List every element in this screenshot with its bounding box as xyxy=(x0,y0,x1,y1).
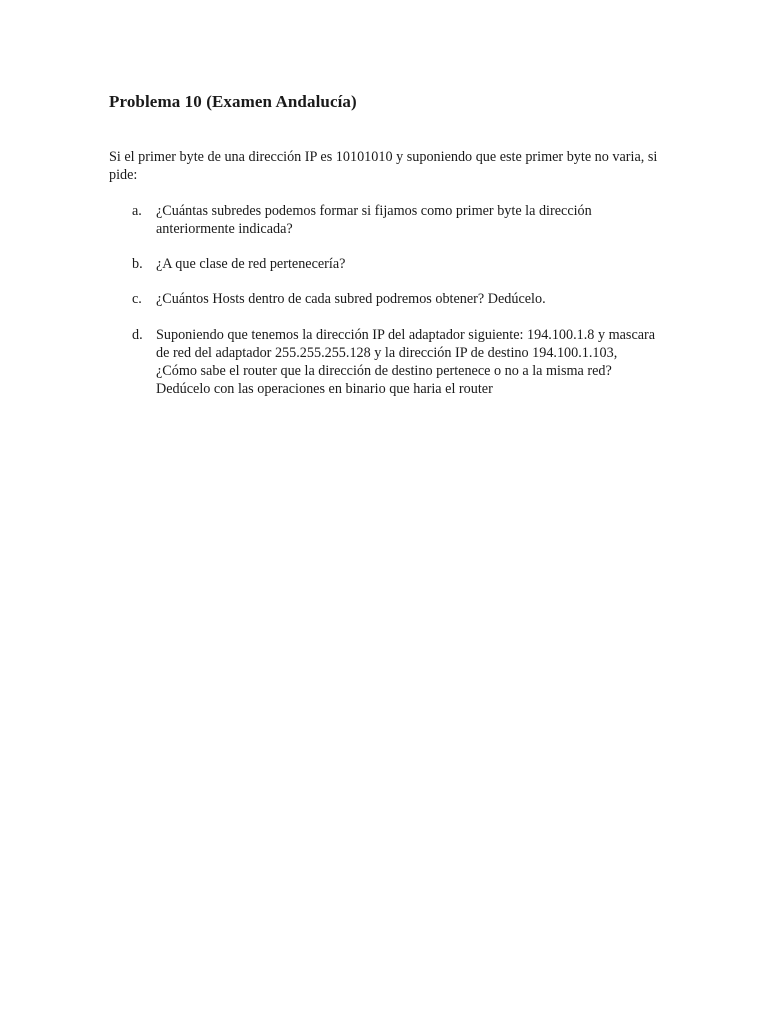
question-text: ¿Cuántas subredes podemos formar si fijamos como primer byte la dirección anteriormente indicada? xyxy=(156,203,592,237)
question-letter: a. xyxy=(132,203,142,219)
question-text: Suponiendo que tenemos la dirección IP del adaptador siguiente: 194.100.1.8 y mascara de red del adaptador 255.255.255.128 y la dirección IP de destino 194.100.1.103, ¿Cómo sabe el router que la dirección de destino pertenece o no a la misma red? Dedúcelo con las operaciones en binario que haria el router xyxy=(156,327,656,397)
question-letter: d. xyxy=(132,327,143,343)
question-letter: c. xyxy=(132,291,142,307)
question-letter: b. xyxy=(132,256,143,272)
problem-title: Problema 10 (Examen Andalucía) xyxy=(109,92,357,111)
question-text: ¿Cuántos Hosts dentro de cada subred podremos obtener? Dedúcelo. xyxy=(156,291,546,307)
intro-paragraph: Si el primer byte de una dirección IP es 10101010 y suponiendo que este primer byte no varia, si pide: xyxy=(109,149,658,183)
question-text: ¿A que clase de red pertenecería? xyxy=(156,256,346,272)
